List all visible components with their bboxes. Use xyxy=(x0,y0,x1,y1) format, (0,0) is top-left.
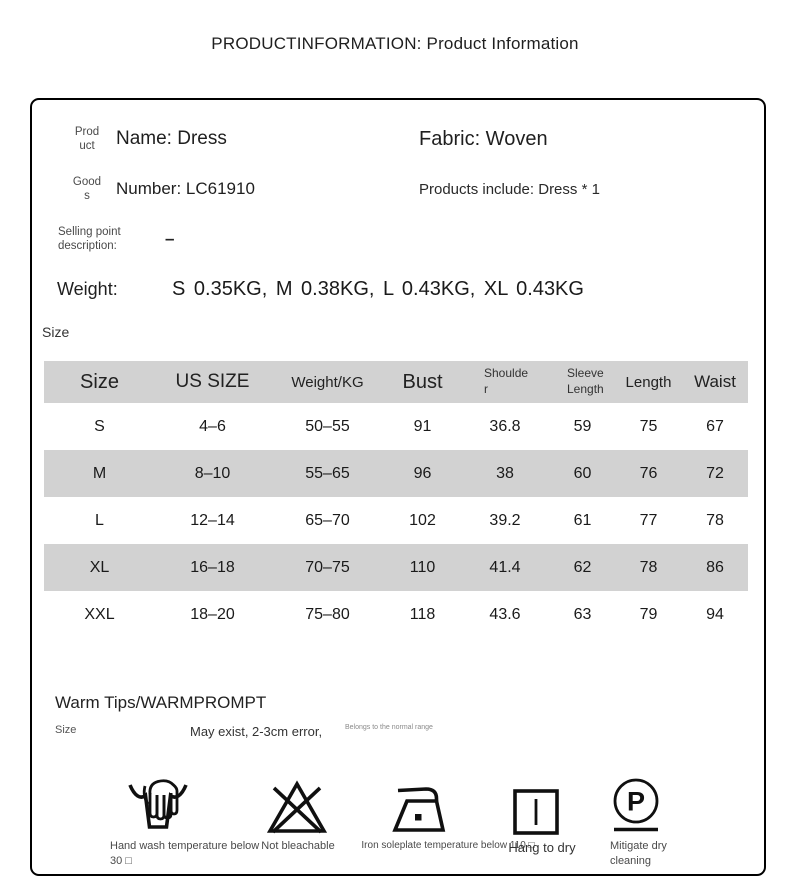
cell: 62 xyxy=(573,558,592,576)
product-name-value: Name: Dress xyxy=(116,128,227,149)
warm-tips-heading: Warm Tips/WARMPROMPT xyxy=(55,693,267,712)
care-instructions-row xyxy=(32,773,764,876)
col-header-waist: Waist xyxy=(694,372,736,391)
care-item-hang-to-dry xyxy=(487,773,597,857)
cell: 8–10 xyxy=(194,464,231,482)
cell: L xyxy=(95,511,104,529)
col-header-bust: Bust xyxy=(402,370,443,393)
cell: 67 xyxy=(706,417,724,435)
cell: 96 xyxy=(413,464,432,482)
product-side-label xyxy=(58,125,116,154)
tips-line xyxy=(32,724,764,740)
weight-value: S 0.35KG, M 0.38KG, L 0.43KG, XL 0.43KG xyxy=(172,277,584,300)
svg-text:P: P xyxy=(626,786,646,817)
cell: 4–6 xyxy=(199,417,226,435)
care-caption-iron-low-temp: Iron soleplate temperature below 110 □ xyxy=(361,840,535,851)
cell: 50–55 xyxy=(305,417,350,435)
care-caption-dry-clean: Mitigate dry cleaning xyxy=(610,840,667,867)
table-row-m xyxy=(44,450,748,497)
care-caption-hang-to-dry: Hang to dry xyxy=(508,840,576,855)
cell: 41.4 xyxy=(489,558,521,576)
products-include-value: Products include: Dress * 1 xyxy=(419,180,600,198)
table-row-xl xyxy=(44,544,748,591)
product-name-row xyxy=(32,114,764,164)
cell: 72 xyxy=(706,464,724,482)
cell: 59 xyxy=(573,417,592,435)
cell: 61 xyxy=(573,511,592,529)
col-header-us-size: US SIZE xyxy=(175,371,250,392)
col-header-size: Size xyxy=(80,370,119,393)
tips-note-2: 2-3cm error, xyxy=(252,724,323,739)
cell: 91 xyxy=(413,417,432,435)
table-row-s xyxy=(44,403,748,450)
cell: 86 xyxy=(706,558,724,576)
col-header-shoulder-text: Shoulder xyxy=(484,366,529,396)
size-chart-table xyxy=(44,361,748,638)
col-header-sleeve-length xyxy=(550,361,615,403)
selling-point-label xyxy=(58,225,142,254)
cell: 76 xyxy=(639,464,658,482)
goods-side-label xyxy=(58,175,116,204)
cell: 70–75 xyxy=(305,558,350,576)
cell: S xyxy=(94,417,105,435)
cell: 94 xyxy=(706,605,724,623)
care-caption-not-bleachable: Not bleachable xyxy=(261,840,335,852)
tips-note-1: May exist, xyxy=(190,724,249,739)
cell: 55–65 xyxy=(305,464,350,482)
cell: 16–18 xyxy=(190,558,235,576)
size-table-header-row xyxy=(44,361,748,403)
col-header-sleeve-length-text: Sleeve Length xyxy=(567,366,604,396)
fabric-value: Fabric: Woven xyxy=(419,127,548,150)
cell: 39.2 xyxy=(489,511,521,529)
page-title: PRODUCTINFORMATION: Product Information xyxy=(211,34,579,53)
care-caption-hand-wash: Hand wash temperature below 30 □ xyxy=(110,840,260,867)
cell: 118 xyxy=(409,605,436,623)
product-info-panel xyxy=(30,98,766,876)
product-side-label-text: Product xyxy=(74,125,100,152)
col-header-length: Length xyxy=(625,373,672,391)
cell: 110 xyxy=(409,558,436,576)
weight-row xyxy=(32,264,764,314)
cell: 12–14 xyxy=(190,511,235,529)
cell: 78 xyxy=(706,511,724,529)
cell: 43.6 xyxy=(489,605,521,623)
cell: 75–80 xyxy=(305,605,350,623)
cell: 38 xyxy=(496,464,514,482)
cell: 75 xyxy=(639,417,658,435)
cell: 63 xyxy=(573,605,592,623)
cell: 78 xyxy=(639,558,658,576)
cell: 77 xyxy=(639,511,658,529)
weight-label: Weight: xyxy=(57,278,118,299)
selling-point-label-text: Selling point description: xyxy=(58,225,121,252)
goods-side-label-text: Goods xyxy=(72,175,102,202)
size-section-label: Size xyxy=(42,324,70,340)
col-header-shoulder xyxy=(460,361,550,403)
selling-point-row xyxy=(32,214,764,264)
cell: 102 xyxy=(409,511,436,529)
cell: 65–70 xyxy=(305,511,350,529)
col-header-weight: Weight/KG xyxy=(291,373,364,391)
goods-number-row xyxy=(32,164,764,214)
cell: 18–20 xyxy=(190,605,235,623)
goods-number-value: Number: LC61910 xyxy=(116,179,255,198)
hang-to-dry-icon xyxy=(487,773,597,835)
care-item-dry-clean xyxy=(585,773,705,869)
selling-point-value: – xyxy=(165,229,175,248)
table-row-l xyxy=(44,497,748,544)
cell: XL xyxy=(89,558,110,576)
cell: 79 xyxy=(639,605,658,623)
cell: 60 xyxy=(573,464,592,482)
dry-clean-p-icon xyxy=(585,773,705,835)
tips-note-3: Belongs to the normal range xyxy=(345,724,433,731)
table-row-xxl xyxy=(44,591,748,638)
cell: 36.8 xyxy=(489,417,521,435)
cell: XXL xyxy=(84,605,115,623)
tips-size-label: Size xyxy=(55,724,77,736)
cell: M xyxy=(92,464,107,482)
